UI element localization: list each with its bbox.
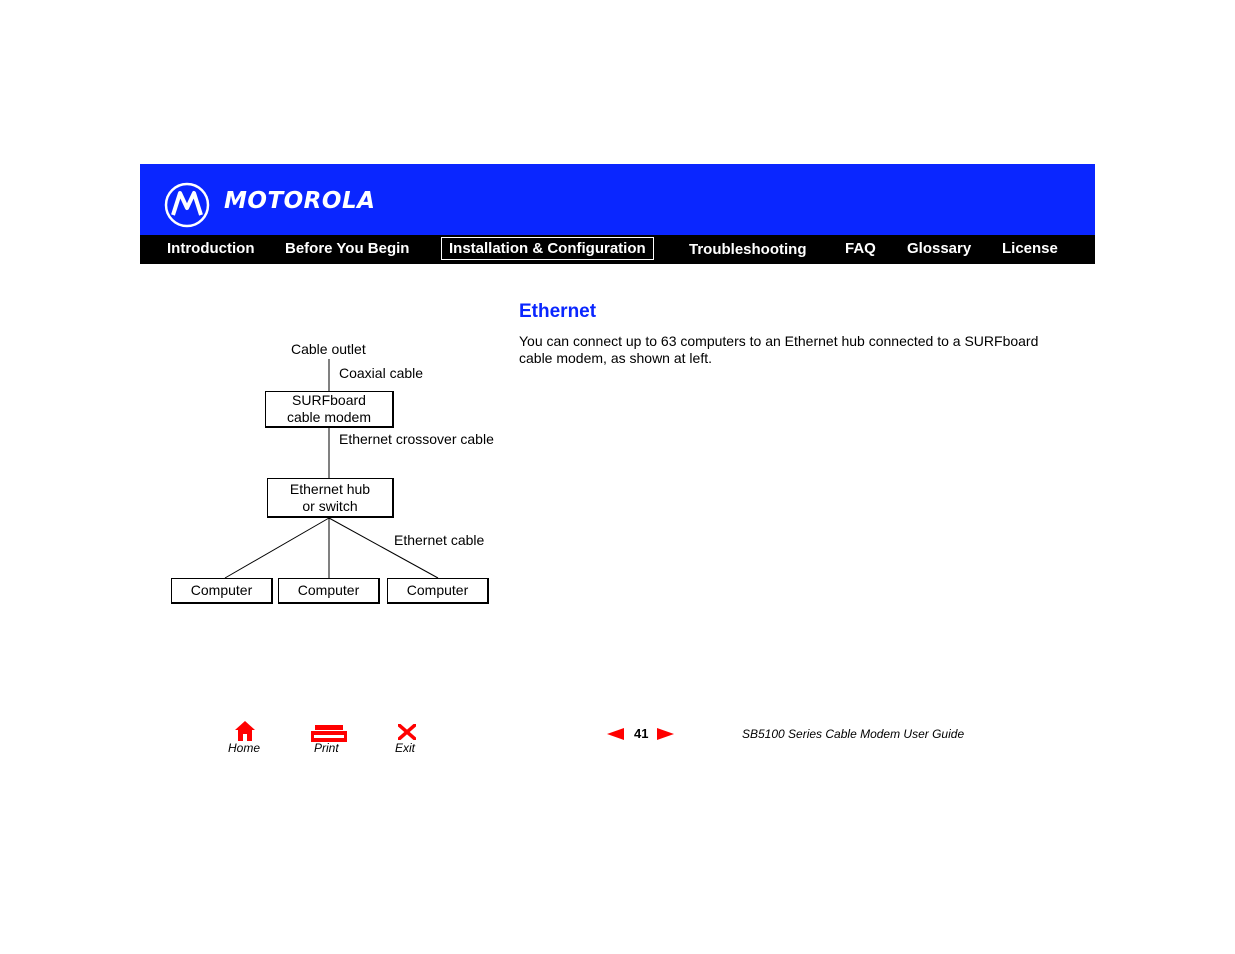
hub-label-line2: or switch	[302, 498, 358, 514]
printer-icon	[311, 725, 347, 742]
computer-box-1: Computer	[171, 578, 273, 604]
hub-to-computer-1-line	[225, 518, 329, 578]
nav-introduction[interactable]: Introduction	[167, 240, 255, 257]
cable-outlet-label: Cable outlet	[291, 341, 366, 357]
hub-label-line1: Ethernet hub	[289, 481, 371, 497]
page-number: 41	[634, 726, 649, 741]
ethernet-hub-box	[267, 478, 394, 518]
crossover-cable-label: Ethernet crossover cable	[339, 431, 494, 447]
modem-label-line2: cable modem	[286, 409, 372, 425]
section-body: You can connect up to 63 computers to an Ethernet hub connected to a SURFboard cable modem, as shown at left.	[519, 333, 1039, 366]
exit-x-icon	[398, 724, 416, 740]
home-icon	[234, 720, 256, 742]
nav-before-you-begin[interactable]: Before You Begin	[285, 240, 410, 257]
nav-faq[interactable]: FAQ	[845, 240, 876, 257]
hub-to-computer-3-line	[329, 518, 438, 578]
section-title: Ethernet	[519, 301, 597, 322]
computer-box-3: Computer	[387, 578, 489, 604]
nav-glossary[interactable]: Glossary	[907, 240, 972, 257]
ethernet-cable-label: Ethernet cable	[394, 532, 485, 548]
nav-installation-configuration[interactable]: Installation & Configuration	[441, 237, 654, 260]
modem-label-line1: SURFboard	[292, 392, 366, 408]
home-label[interactable]: Home	[228, 741, 261, 755]
nav-troubleshooting[interactable]: Troubleshooting	[689, 241, 807, 258]
computer-box-2: Computer	[278, 578, 380, 604]
surfboard-modem-box	[265, 391, 394, 428]
coaxial-cable-label: Coaxial cable	[339, 365, 424, 381]
previous-page-arrow-icon[interactable]	[607, 728, 624, 740]
next-page-arrow-icon[interactable]	[657, 728, 674, 740]
print-label[interactable]: Print	[314, 741, 339, 755]
nav-license[interactable]: License	[1002, 240, 1058, 257]
exit-label[interactable]: Exit	[395, 741, 416, 755]
guide-title: SB5100 Series Cable Modem User Guide	[742, 727, 965, 741]
brand-wordmark: MOTOROLA	[224, 188, 376, 214]
